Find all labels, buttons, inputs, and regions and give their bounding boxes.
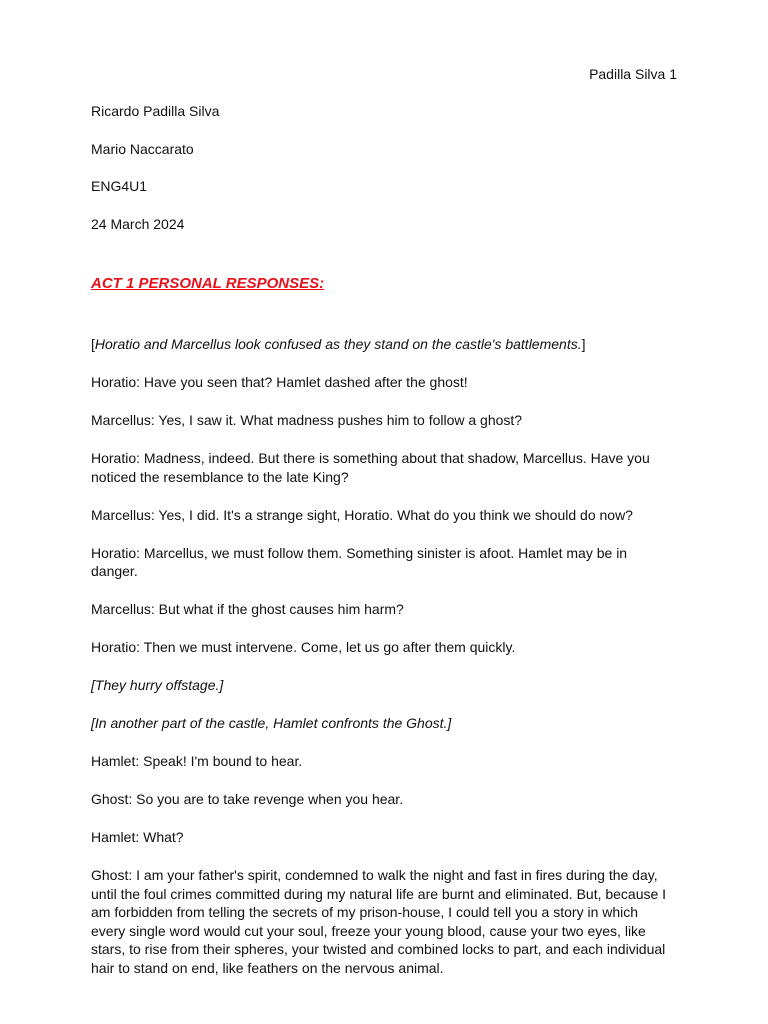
- mla-heading: [91, 102, 681, 252]
- student-name: Ricardo Padilla Silva: [91, 103, 220, 119]
- script-body: [91, 335, 671, 997]
- dialogue-line: Hamlet: Speak! I'm bound to hear.: [91, 753, 303, 769]
- dialogue-line: Horatio: Madness, indeed. But there is something about that shadow, Marcellus. Have you noticed the resemblance to the late King?: [91, 450, 650, 485]
- dialogue-line: Marcellus: But what if the ghost causes him harm?: [91, 601, 404, 617]
- stage-direction: [In another part of the castle, Hamlet confronts the Ghost.]: [91, 715, 452, 731]
- stage-direction-text: Horatio and Marcellus look confused as they stand on the castle's battlements.: [94, 336, 582, 352]
- dialogue-line: Hamlet: What?: [91, 829, 184, 845]
- bracket-close: ]: [581, 336, 586, 352]
- dialogue-line: Marcellus: Yes, I saw it. What madness pushes him to follow a ghost?: [91, 412, 523, 428]
- dialogue-line: Horatio: Then we must intervene. Come, let us go after them quickly.: [91, 639, 516, 655]
- bracket-open: [: [91, 336, 95, 352]
- dialogue-line: Marcellus: Yes, I did. It's a strange sight, Horatio. What do you think we should do now?: [91, 506, 633, 523]
- dialogue-line: Ghost: So you are to take revenge when you hear.: [91, 791, 404, 807]
- stage-direction: [They hurry offstage.]: [91, 677, 224, 693]
- teacher-name: Mario Naccarato: [91, 140, 194, 157]
- course-code: ENG4U1: [91, 178, 148, 194]
- dialogue-line: Horatio: Have you seen that? Hamlet dashed after the ghost!: [91, 374, 468, 390]
- date: 24 March 2024: [91, 215, 185, 232]
- dialogue-line: Ghost: I am your father's spirit, condemned to walk the night and fast in fires during the day, until the foul crimes committed during my natural life are burnt and eliminated. But, because I am forbidden from telling the secrets of my prison-house, I could tell you a story in which every single word would cut your soul, freeze your young blood, cause your two eyes, like stars, to rise from their spheres, your twisted and combined locks to part, and each individual hair to stand on end, like feathers on the nervous animal.: [91, 867, 667, 976]
- page-header-label: Padilla Silva 1: [589, 66, 677, 82]
- section-title: ACT 1 PERSONAL RESPONSES:: [91, 275, 325, 292]
- stage-direction: [91, 335, 671, 354]
- dialogue-line: Horatio: Marcellus, we must follow them. Something sinister is afoot. Hamlet may be in danger.: [91, 544, 628, 579]
